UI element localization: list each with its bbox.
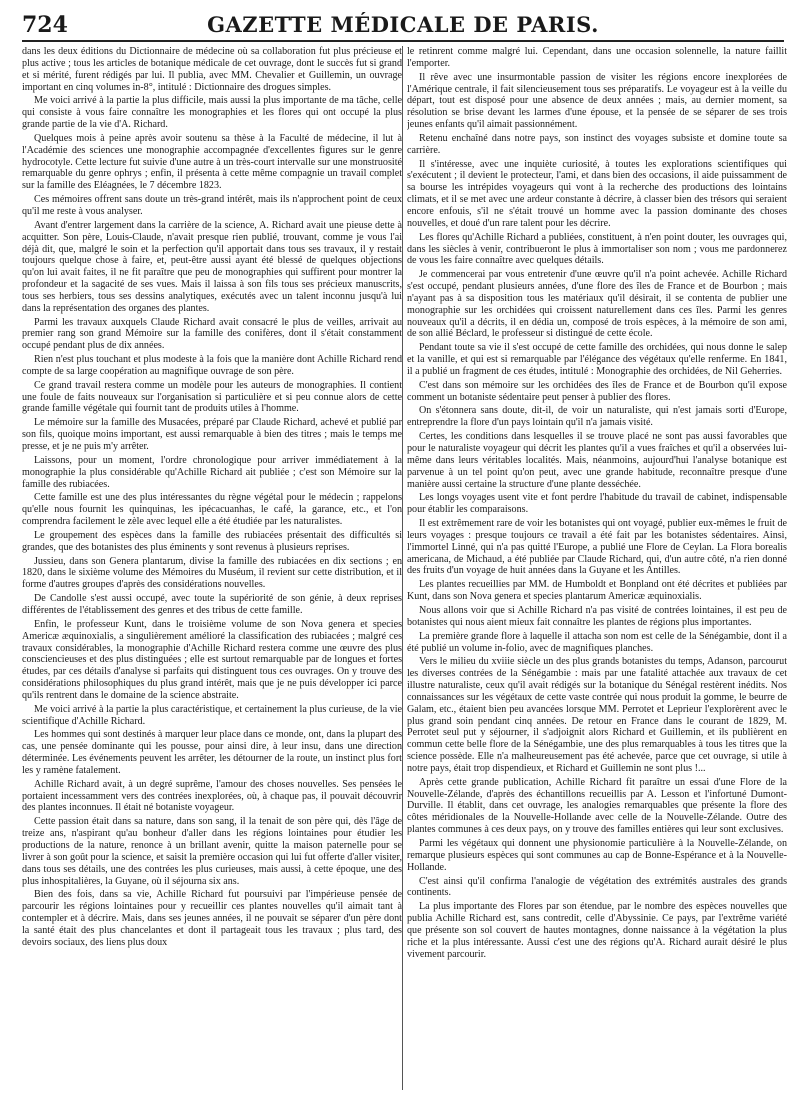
paragraph: La plus importante des Flores par son étendue, par le nombre des espèces nouvelles que publia Achille Richard est, sans contredit, celle d'Abyssinie. Ce pays, par l'extrême variété que présente son sol couvert de hautes montagnes, donne naissance à la végétation la plus riche et la plus intéressante. Aussi c'est une des régions qu'A. Richard aurait désiré le plus vivement parcourir. [407,901,787,960]
left-column [22,46,402,1090]
paragraph: Vers le milieu du xviiie siècle un des plus grands botanistes du temps, Adanson, parcourut les diverses contrées de la Sénégambie : mais par une fatalité attachée aux travaux de cet illustre naturaliste, ceux qu'il avait rédigés sur la botanique du Sénégal restèrent inédits. Nos connaissances sur les végétaux de cette vaste contrée qui nous produit la gomme, le beurre de Galam, etc., étaient bien peu avancées lorsque MM. Perrotet et Leprieur l'explorèrent avec le plus grand soin pendant cinq années. De retour en France dans le courant de 1829, M. Perrotet seul put y séjourner, il s'adjoignit alors Richard et Guillemin, et ils publièrent en commun cette belle flore de la Sénégambie, une des plus remarquables à tous les titres que la science possède. Elle n'a malheureusement pas été achevée, parce que cet ouvrage, si utile à notre pays, était trop dispendieux, et Richard et Guillemin ne sont plus !... [407,656,787,774]
paragraph: Enfin, le professeur Kunt, dans le troisième volume de son Nova genera et species Americæ æquinoxialis, a singulièrement amélioré la classification des rubiacées ; malgré ces travaux considérables, la monographie d'Achille Richard restera comme une œuvre des plus consciencieuses et des plus distinguées ; elle est surtout remarquable par de longues et fortes études, par ces détails d'analyse si parfaits qui distinguent tous ces ouvrages. On y trouve des considérations philosophiques du plus grand intérêt, mais que je ne puis développer ici parce qu'ils rentrent dans le domaine de la science abstraite. [22,618,402,701]
paragraph: Bien des fois, dans sa vie, Achille Richard fut poursuivi par l'impérieuse pensée de parcourir les régions lointaines pour y recueillir ces plantes nouvelles qu'il aimait tant à contempler et à décrire. Mais, dans ses jeunes années, il ne pouvait se séparer d'un père dont la santé était des plus chancelantes et dont il partageait tous les travaux ; plus tard, des devoirs sociaux, des liens plus doux [22,889,402,948]
paragraph: Nous allons voir que si Achille Richard n'a pas visité de contrées lointaines, il est peu de botanistes qui nous aient mieux fait connaître les plantes de régions plus importantes. [407,604,787,628]
journal-title: GAZETTE MÉDICALE DE PARIS. [207,12,599,37]
paragraph: Je commencerai par vous entretenir d'une œuvre qu'il n'a point achevée. Achille Richard s'est occupé, pendant plusieurs années, d'une flore des îles de France et de Bourbon ; mais n'ayant pas à sa disposition tous les matériaux qu'il désirait, il se contenta de publier une monographie sur les orchidées qui croissent naturellement dans ces îles. Parmi les genres nouveaux qu'il a décrits, il en dédia un, composé de trois espèces, à la mémoire de son ami, de son allié Béclard, le professeur si distingué de cette école. [407,269,787,340]
paragraph: De Candolle s'est aussi occupé, avec toute la supériorité de son génie, à deux reprises différentes de l'établissement des genres et des tribus de cette famille. [22,593,402,616]
paragraph: Me voici arrivé à la partie la plus difficile, mais aussi la plus importante de ma tâche, celle qui consiste à vous faire connaître les monographies et les flores qui ont occupé la plus grande partie de la vie d'A. Richard. [22,95,402,131]
paragraph: le retinrent comme malgré lui. Cependant, dans une occasion solennelle, la nature faillit l'emporter. [407,46,787,69]
paragraph: Certes, les conditions dans lesquelles il se trouve placé ne sont pas aussi favorables que pour le naturaliste voyageur qui décrit les plantes qu'il a vues fraîches et qu'il a observées lui-même dans leurs véritables localités. Mais, néanmoins, aujourd'hui l'analyse botanique est parvenue à un tel point qu'on peut, avec une grande habitude, reconnaître presque d'une manière aussi certaine la structure d'une plante desséchée. [407,431,787,490]
paragraph: Le groupement des espèces dans la famille des rubiacées présentait des difficultés si grandes, que des botanistes des plus éminents y sont revenus à plusieurs reprises. [22,529,402,553]
right-column [407,46,787,1090]
paragraph: Laissons, pour un moment, l'ordre chronologique pour arriver immédiatement à la monographie la plus considérable qu'Achille Richard ait publiée ; c'est son Mémoire sur la famille des rubiacées. [22,454,402,490]
paragraph: Pendant toute sa vie il s'est occupé de cette famille des orchidées, qui nous donne le salep et la vanille, et qui est si remarquable par l'élégance des végétaux qu'elle renferme. En 1841, il a publié un fragment de ces études, intitulé : Monographie des orchidées, de Nil Geherries. [407,342,787,377]
paragraph: Après cette grande publication, Achille Richard fit paraître un essai d'une Flore de la Nouvelle-Zélande, d'après des échantillons recueillis par A. Lesson et l'infortuné Dumont-Durville. Il établit, dans cet ouvrage, les analogies remarquables que présente la flore des côtes méridionales de la Nouvelle-Hollande avec celle de la Nouvelle-Zélande. Outre des plantes communes à ces deux pays, on y trouve des familles entières qui leur sont exclusives. [407,776,787,836]
paragraph: Les flores qu'Achille Richard a publiées, constituent, à n'en point douter, les ouvrages qui, dans les siècles à venir, contribueront le plus à immortaliser son nom ; vous me pardonnerez de vous les faire connaître avec quelques détails. [407,231,787,267]
paragraph: Ce grand travail restera comme un modèle pour les auteurs de monographies. Il contient une foule de faits nouveaux sur l'organisation si particulière et si peu connue alors de cette grande famille végétale qui fournit tant de produits utiles à l'homme. [22,379,402,415]
paragraph: Me voici arrivé à la partie la plus caractéristique, et certainement la plus curieuse, de la vie scientifique d'Achille Richard. [22,703,402,727]
page-header [22,10,784,42]
paragraph: Il rêve avec une insurmontable passion de visiter les régions encore inexplorées de l'Amérique centrale, il fait silencieusement tous ses préparatifs. Le voyageur est à la veille du départ, tout est disposé pour une absence de deux années ; mais, au dernier moment, sa résolution se brise devant les larmes d'une épouse, et la pensée de se séparer de ses trois jeunes enfants qu'il aimait passionnément. [407,71,787,131]
paragraph: Ces mémoires offrent sans doute un très-grand intérêt, mais ils n'approchent point de ceux qu'il me reste à vous analyser. [22,194,402,217]
paragraph: dans les deux éditions du Dictionnaire de médecine où sa collaboration fut plus précieuse et plus active ; tous les articles de botanique médicale de cet ouvrage, dont le succès fut si grand et si mérité, furent rédigés par lui. Il publia, avec MM. Chevalier et Guillemin, un ouvrage important en cinq volumes in-8°, intitulé : Dictionnaire des drogues simples. [22,46,402,93]
paragraph: Les plantes recueillies par MM. de Humboldt et Bonpland ont été décrites et publiées par Kunt, dans son Nova genera et species plantarum Americæ æquinoxialis. [407,579,787,603]
paragraph: Le mémoire sur la famille des Musacées, préparé par Claude Richard, achevé et publié par son fils, quoique moins important, est aussi remarquable à bien des titres ; mais le temps me presse, et je ne puis m'y arrêter. [22,417,402,452]
column-divider [402,46,403,1090]
paragraph: Il est extrêmement rare de voir les botanistes qui ont voyagé, publier eux-mêmes le fruit de leurs voyages : presque toujours ce travail a été fait par les botanistes sédentaires. Ainsi, l'immortel Linné, qui n'a pas quitté l'Europe, a publié une Flore de Ceylan. La Flora borealis americana, de Michaud, a été publiée par Claude Richard, qui, d'un autre côté, n'a rien donné des fruits d'un voyage de huit années dans la Guyane et les Antilles. [407,518,787,577]
paragraph: Quelques mois à peine après avoir soutenu sa thèse à la Faculté de médecine, il lut à l'Académie des sciences une monographie accompagnée d'excellentes figures sur le genre hydrocotyle. Cette lecture fut suivie d'une autre à un très-court intervalle sur une monstruosité remarquable du genre ophrys ; enfin, il présenta à cette même compagnie un travail complet sur la famille des Eléagnées, le 7 décembre 1823. [22,132,402,192]
paragraph: La première grande flore à laquelle il attacha son nom est celle de la Sénégambie, dont il a été publié un volume in-folio, avec de magnifiques planches. [407,630,787,654]
paragraph: On s'étonnera sans doute, dit-il, de voir un naturaliste, qui n'est jamais sorti d'Europe, entreprendre la flore d'un pays lointain qu'il n'a jamais visité. [407,405,787,429]
paragraph: C'est ainsi qu'il confirma l'analogie de végétation des extrémités australes des grands continents. [407,875,787,899]
paragraph: Il s'intéresse, avec une inquiète curiosité, à toutes les explorations scientifiques qui s'exécutent ; il devient le protecteur, l'ami, et dans bien des occasions, il aide puissamment de sa bourse les intrépides voyageurs qui vont à la recherche des productions des lointains climats, et il se met avec une ardeur constante à décrire, à classer bien des trésors qui seraient encore enfouis, s'il ne s'était trouvé un homme avec la passion dominante des choses nouvelles, et doué d'un rare talent pour les décrire. [407,158,787,229]
paragraph: Parmi les végétaux qui donnent une physionomie particulière à la Nouvelle-Zélande, on remarque plusieurs espèces qui sont communes au cap de Bonne-Espérance et à la Nouvelle-Hollande. [407,838,787,873]
paragraph: Retenu enchaîné dans notre pays, son instinct des voyages subsiste et domine toute sa carrière. [407,132,787,156]
paragraph: Cette passion était dans sa nature, dans son sang, il la tenait de son père qui, dès l'âge de treize ans, n'aspirant qu'au bonheur d'aller dans les régions lointaines pour étudier les productions de la nature, renonce à un brillant avenir, quitte la maison paternelle pour se livrer à son goût pour la science, et saisit la première occasion qui lui fut offerte d'aller visiter, dans tous ses détails, une des contrées les plus curieuses, mais aussi, à cette époque, une des plus inhospitalières, la Guyane, où il séjourna six ans. [22,816,402,887]
paragraph: Avant d'entrer largement dans la carrière de la science, A. Richard avait une pieuse dette à acquitter. Son père, Louis-Claude, n'avait presque rien publié, trouvant, comme je vous l'ai déjà dit, que, malgré le soin et la perfection qu'il apportait dans tous ses travaux, il y restait toujours quelque chose à faire, et, peut-être aussi ayant été blessé de quelques objections qu'on lui avait faites, il ne fit paraître que peu de monographies qui suffirent pour montrer la profondeur et la sagacité de ses vues. Mais il laissa à son fils tous ses précieux manuscrits, tous ses herbiers, tous ses dessins analytiques, exécutés avec un talent inconnu jusqu'à lui dans la représentation des organes des plantes. [22,219,402,314]
paragraph: Jussieu, dans son Genera plantarum, divise la famille des rubiacées en dix sections ; en 1820, dans le sixième volume des Mémoires du Muséum, il revient sur cette distribution, et il forme d'autres groupes d'après des considérations nouvelles. [22,555,402,591]
paragraph: Cette famille est une des plus intéressantes du règne végétal pour le médecin ; rappelons qu'elle nous fournit les quinquinas, les ipécacuanhas, le café, la garance, etc., et l'on comprendra facilement le zèle avec lequel elle a été étudiée par les naturalistes. [22,492,402,528]
page-number: 724 [22,12,68,38]
paragraph: Les hommes qui sont destinés à marquer leur place dans ce monde, ont, dans la plupart des cas, une pensée dominante qui les pousse, pour ainsi dire, à leur insu, dans une direction déterminée. Les événements peuvent les arrêter, les détourner de la route, un instinct plus fort les y ramène fatalement. [22,729,402,776]
paragraph: Achille Richard avait, à un degré suprême, l'amour des choses nouvelles. Ses pensées le portaient incessamment vers des contrées inexplorées, où, à chaque pas, il pouvait découvrir des plantes inconnues. Il était né botaniste voyageur. [22,778,402,814]
paragraph: Les longs voyages usent vite et font perdre l'habitude du travail de cabinet, indispensable pour établir les comparaisons. [407,492,787,516]
paragraph: Rien n'est plus touchant et plus modeste à la fois que la manière dont Achille Richard rend compte de sa large coopération au magnifique ouvrage de son père. [22,354,402,377]
paragraph: Parmi les travaux auxquels Claude Richard avait consacré le plus de veilles, arrivait au premier rang son grand Mémoire sur la famille des conifères, dont il s'était constamment occupé pendant plus de dix années. [22,316,402,352]
paragraph: C'est dans son mémoire sur les orchidées des îles de France et de Bourbon qu'il expose comment un botaniste sédentaire peut penser à publier des flores. [407,379,787,403]
